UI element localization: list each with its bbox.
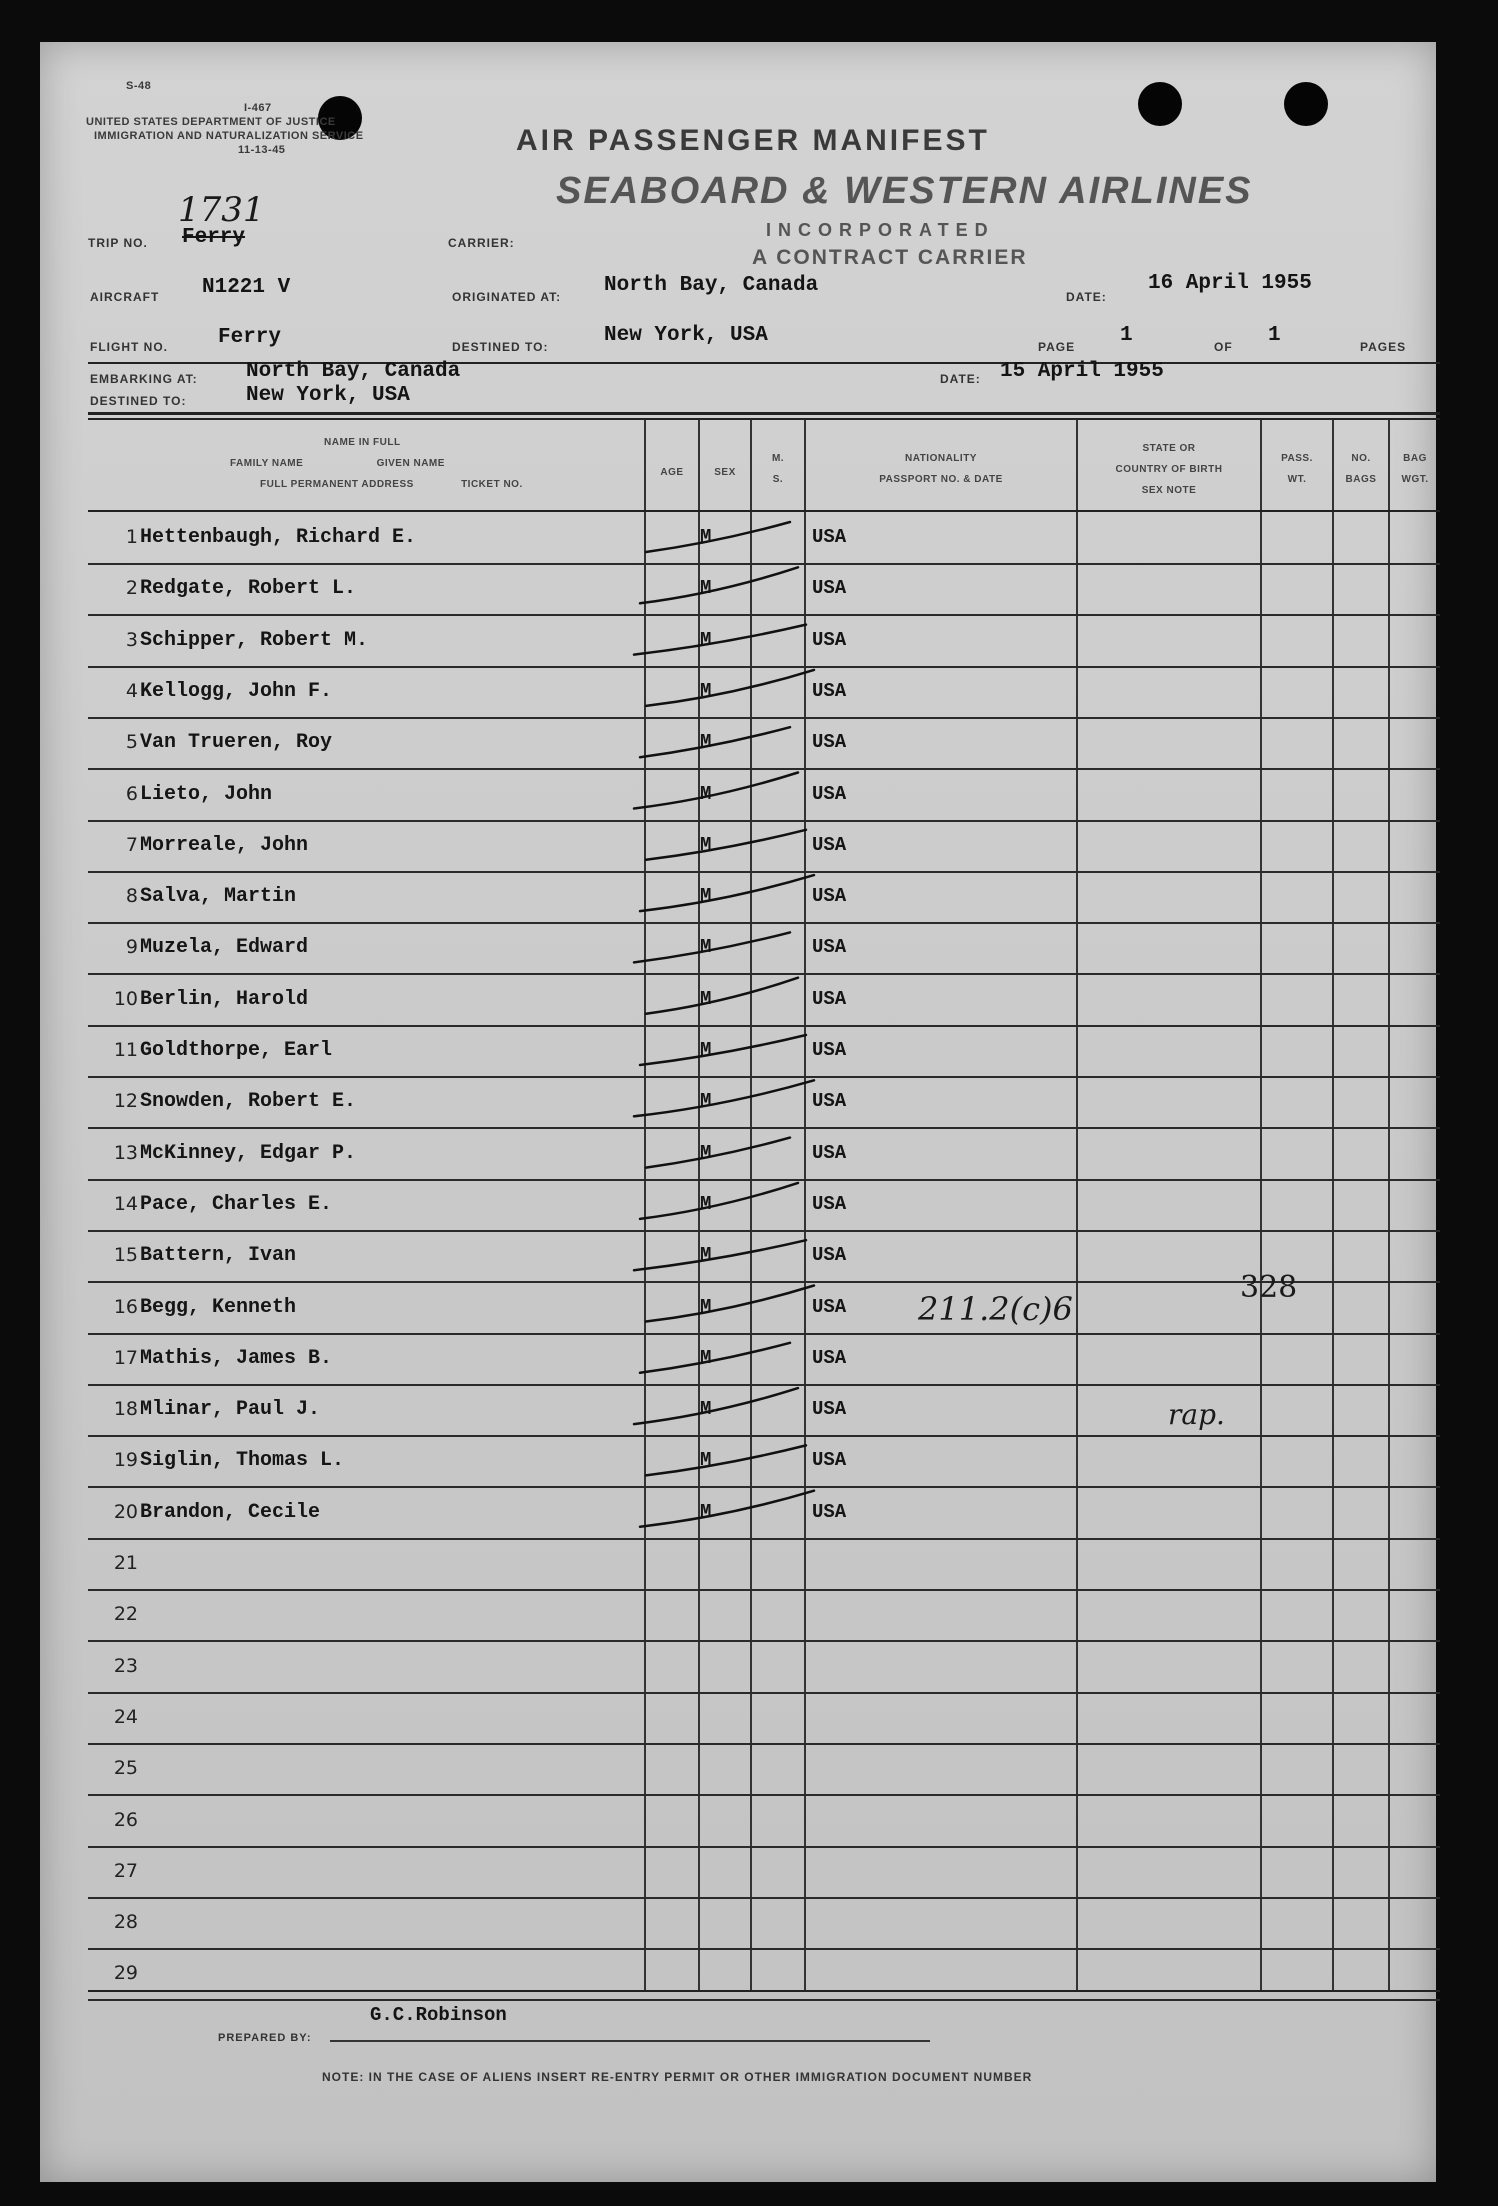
passenger-sex: M: [700, 1090, 712, 1113]
passenger-sex: M: [700, 1141, 712, 1164]
embarking-value: North Bay, Canada: [246, 360, 461, 383]
passenger-name: Goldthorpe, Earl: [140, 1039, 333, 1062]
passenger-nationality: USA: [812, 782, 847, 805]
passenger-nationality: USA: [812, 1141, 847, 1164]
passenger-nationality: USA: [812, 1295, 847, 1318]
passenger-sex: M: [700, 987, 712, 1010]
row-number: 29: [113, 1962, 138, 1985]
annotation-code: 211.2(c)6: [918, 1290, 1073, 1328]
passenger-name: Kellogg, John F.: [140, 679, 333, 703]
check-mark: [646, 978, 798, 1014]
passenger-sex: M: [700, 833, 712, 856]
column-header-age: AGE: [660, 467, 684, 478]
passenger-nationality: USA: [812, 577, 847, 600]
row-number: 22: [113, 1603, 138, 1626]
pages-label: PAGES: [1360, 340, 1407, 354]
column-header-pass-1: PASS.: [1281, 453, 1313, 464]
check-mark: [646, 1138, 790, 1168]
row-number: 21: [113, 1552, 138, 1574]
row-number: 15: [113, 1244, 138, 1267]
row-number: 2: [125, 577, 138, 600]
passenger-sex: M: [700, 1398, 712, 1421]
check-mark: [634, 1388, 798, 1424]
form-number: S-48: [126, 80, 152, 92]
passenger-nationality: USA: [812, 1039, 847, 1061]
row-number: 14: [113, 1192, 138, 1215]
row-number: 17: [113, 1346, 138, 1369]
passenger-sex: M: [700, 679, 712, 702]
annotation-initials: rap.: [1168, 1398, 1225, 1431]
row-number: 11: [113, 1039, 138, 1061]
column-header-sex: SEX: [714, 467, 736, 478]
check-mark: [634, 1240, 806, 1270]
passenger-sex: M: [700, 1192, 712, 1215]
passenger-nationality: USA: [812, 1500, 847, 1523]
row-number: 3: [125, 628, 138, 651]
column-header-bag-wgt-2: WGT.: [1401, 474, 1429, 485]
check-mark: [634, 1080, 814, 1116]
check-mark: [646, 522, 790, 552]
column-header-bag-wgt-1: BAG: [1403, 453, 1427, 464]
passenger-name: Battern, Ivan: [140, 1244, 297, 1268]
footer-note: NOTE: IN THE CASE OF ALIENS INSERT RE-ENTRY PERMIT OR OTHER IMMIGRATION DOCUMENT NUMBER: [322, 2070, 1033, 2084]
passenger-sex: M: [700, 1449, 712, 1472]
passenger-name: Brandon, Cecile: [140, 1500, 321, 1524]
date2-value: 15 April 1955: [1000, 360, 1164, 383]
passenger-sex: M: [700, 885, 712, 908]
row-number: 23: [113, 1654, 138, 1677]
passenger-name: Redgate, Robert L.: [140, 577, 357, 601]
aircraft-value: N1221 V: [202, 276, 291, 299]
check-mark: [640, 875, 814, 911]
page-title: AIR PASSENGER MANIFEST: [516, 124, 990, 157]
passenger-name: Hettenbaugh, Richard E.: [140, 526, 417, 549]
destined2-value: New York, USA: [246, 384, 410, 407]
agency-line-2: IMMIGRATION AND NATURALIZATION SERVICE: [94, 130, 364, 142]
column-header-ms-1: M.: [771, 453, 785, 464]
originated-label: ORIGINATED AT:: [452, 290, 562, 304]
check-mark: [634, 932, 790, 962]
row-number: 5: [125, 731, 138, 754]
form-code: I-467: [244, 102, 272, 114]
row-number: 7: [125, 833, 138, 856]
passenger-sex: M: [700, 782, 712, 805]
date2-label: DATE:: [940, 372, 981, 386]
check-mark: [640, 727, 790, 757]
passenger-sex: M: [700, 1244, 712, 1267]
date-label: DATE:: [1066, 290, 1107, 304]
of-value: 1: [1268, 324, 1281, 347]
of-label: OF: [1214, 340, 1233, 354]
passenger-sex: M: [700, 1500, 712, 1523]
passenger-name: Salva, Martin: [140, 885, 297, 909]
check-mark: [640, 1035, 806, 1065]
flight-value: Ferry: [218, 326, 282, 349]
passenger-name: Morreale, John: [140, 833, 309, 857]
row-number: 28: [113, 1911, 138, 1934]
row-number: 9: [125, 936, 138, 959]
agency-line-1: UNITED STATES DEPARTMENT OF JUSTICE: [86, 116, 336, 128]
destined-label: DESTINED TO:: [452, 340, 549, 354]
column-header-given-name: GIVEN NAME: [376, 458, 445, 469]
trip-number-typed: Ferry: [182, 226, 246, 249]
check-mark: [640, 1343, 790, 1373]
check-mark: [646, 670, 814, 706]
passenger-name: Schipper, Robert M.: [140, 628, 369, 652]
column-header-birth-1: STATE OR: [1142, 443, 1196, 454]
passenger-sex: M: [700, 628, 712, 651]
passenger-name: Mathis, James B.: [140, 1346, 333, 1370]
passenger-nationality: USA: [812, 1449, 847, 1472]
page-value: 1: [1120, 324, 1133, 347]
passenger-name: Muzela, Edward: [140, 936, 309, 960]
passenger-nationality: USA: [812, 936, 847, 959]
column-header-bags-2: BAGS: [1345, 474, 1377, 485]
row-number: 12: [113, 1090, 138, 1113]
passenger-name: Van Trueren, Roy: [140, 731, 333, 755]
column-header-bags-1: NO.: [1351, 453, 1371, 464]
row-number: 6: [125, 782, 138, 805]
column-header-address: FULL PERMANENT ADDRESS: [260, 479, 414, 490]
column-header-birth-3: SEX NOTE: [1141, 485, 1197, 496]
passenger-nationality: USA: [812, 526, 847, 548]
row-number: 4: [125, 679, 138, 702]
check-mark: [640, 1491, 814, 1527]
passenger-name: Begg, Kenneth: [140, 1295, 297, 1319]
passenger-name: McKinney, Edgar P.: [140, 1141, 357, 1165]
destined2-label: DESTINED TO:: [90, 394, 187, 408]
row-number: 8: [125, 885, 138, 908]
column-header-name-line1: NAME IN FULL: [324, 437, 401, 448]
passenger-sex: M: [700, 526, 712, 548]
prepared-by-label: PREPARED BY:: [218, 2032, 312, 2044]
passenger-nationality: USA: [812, 987, 847, 1010]
prepared-by-name: G.C.Robinson: [370, 2004, 507, 2026]
passenger-name: Siglin, Thomas L.: [140, 1449, 345, 1473]
carrier-label: CARRIER:: [448, 236, 515, 250]
column-header-birth-2: COUNTRY OF BIRTH: [1115, 464, 1223, 475]
passenger-name: Berlin, Harold: [140, 987, 309, 1011]
check-mark: [634, 625, 806, 655]
airline-contract-carrier: A CONTRACT CARRIER: [752, 246, 1028, 269]
passenger-name: Snowden, Robert E.: [140, 1090, 357, 1114]
row-number: 20: [113, 1500, 138, 1523]
passenger-nationality: USA: [812, 1192, 847, 1215]
date-value: 16 April 1955: [1148, 272, 1312, 295]
passenger-nationality: USA: [812, 731, 847, 754]
trip-number-handwritten: 1731: [178, 190, 265, 230]
check-mark: [640, 567, 798, 603]
page-label: PAGE: [1038, 340, 1076, 354]
row-number: 10: [113, 987, 138, 1010]
check-mark: [634, 773, 798, 809]
passenger-nationality: USA: [812, 885, 847, 908]
airline-incorporated: INCORPORATED: [766, 220, 995, 240]
row-number: 16: [113, 1295, 138, 1318]
column-header-nationality-1: NATIONALITY: [905, 453, 977, 464]
row-number: 19: [113, 1449, 138, 1472]
row-number: 1: [125, 526, 138, 548]
passenger-name: Mlinar, Paul J.: [140, 1398, 321, 1422]
row-number: 13: [113, 1141, 138, 1164]
row-number: 18: [113, 1398, 138, 1421]
passenger-nationality: USA: [812, 1398, 847, 1421]
trip-label: TRIP NO.: [88, 236, 148, 250]
row-number: 26: [113, 1808, 138, 1831]
column-header-nationality-2: PASSPORT NO. & DATE: [879, 474, 1003, 485]
embarking-label: EMBARKING AT:: [90, 372, 198, 386]
row-number: 24: [113, 1705, 138, 1728]
passenger-nationality: USA: [812, 1090, 847, 1113]
aircraft-label: AIRCRAFT: [90, 290, 160, 304]
passenger-sex: M: [700, 1039, 712, 1061]
passenger-nationality: USA: [812, 1244, 847, 1267]
passenger-nationality: USA: [812, 679, 847, 702]
passenger-name: Pace, Charles E.: [140, 1192, 333, 1216]
column-header-ms-2: S.: [772, 474, 784, 485]
passenger-nationality: USA: [812, 833, 847, 856]
passenger-nationality: USA: [812, 1346, 847, 1369]
originated-value: North Bay, Canada: [604, 274, 819, 297]
table-bottom-rule: [88, 1990, 1440, 1992]
form-date: 11-13-45: [238, 144, 286, 156]
row-number: 27: [113, 1859, 138, 1882]
passenger-sex: M: [700, 936, 712, 959]
airline-name: SEABOARD & WESTERN AIRLINES: [556, 170, 1253, 212]
passenger-sex: M: [700, 1295, 712, 1318]
check-mark: [640, 1183, 798, 1219]
passenger-sex: M: [700, 731, 712, 754]
prepared-by-line: [330, 2040, 930, 2042]
destined-value: New York, USA: [604, 324, 768, 347]
column-header-pass-2: WT.: [1287, 474, 1307, 485]
check-mark: [646, 830, 806, 860]
passenger-nationality: USA: [812, 628, 847, 651]
flight-label: FLIGHT NO.: [90, 340, 168, 354]
row-number: 25: [113, 1757, 138, 1780]
passenger-name: Lieto, John: [140, 782, 273, 806]
passenger-sex: M: [700, 577, 712, 600]
column-header-ticket: TICKET NO.: [461, 479, 523, 490]
annotation-number: 328: [1240, 1270, 1298, 1305]
column-header-family-name: FAMILY NAME: [230, 458, 304, 469]
check-mark: [646, 1286, 814, 1322]
check-mark: [646, 1445, 806, 1475]
passenger-sex: M: [700, 1346, 712, 1369]
